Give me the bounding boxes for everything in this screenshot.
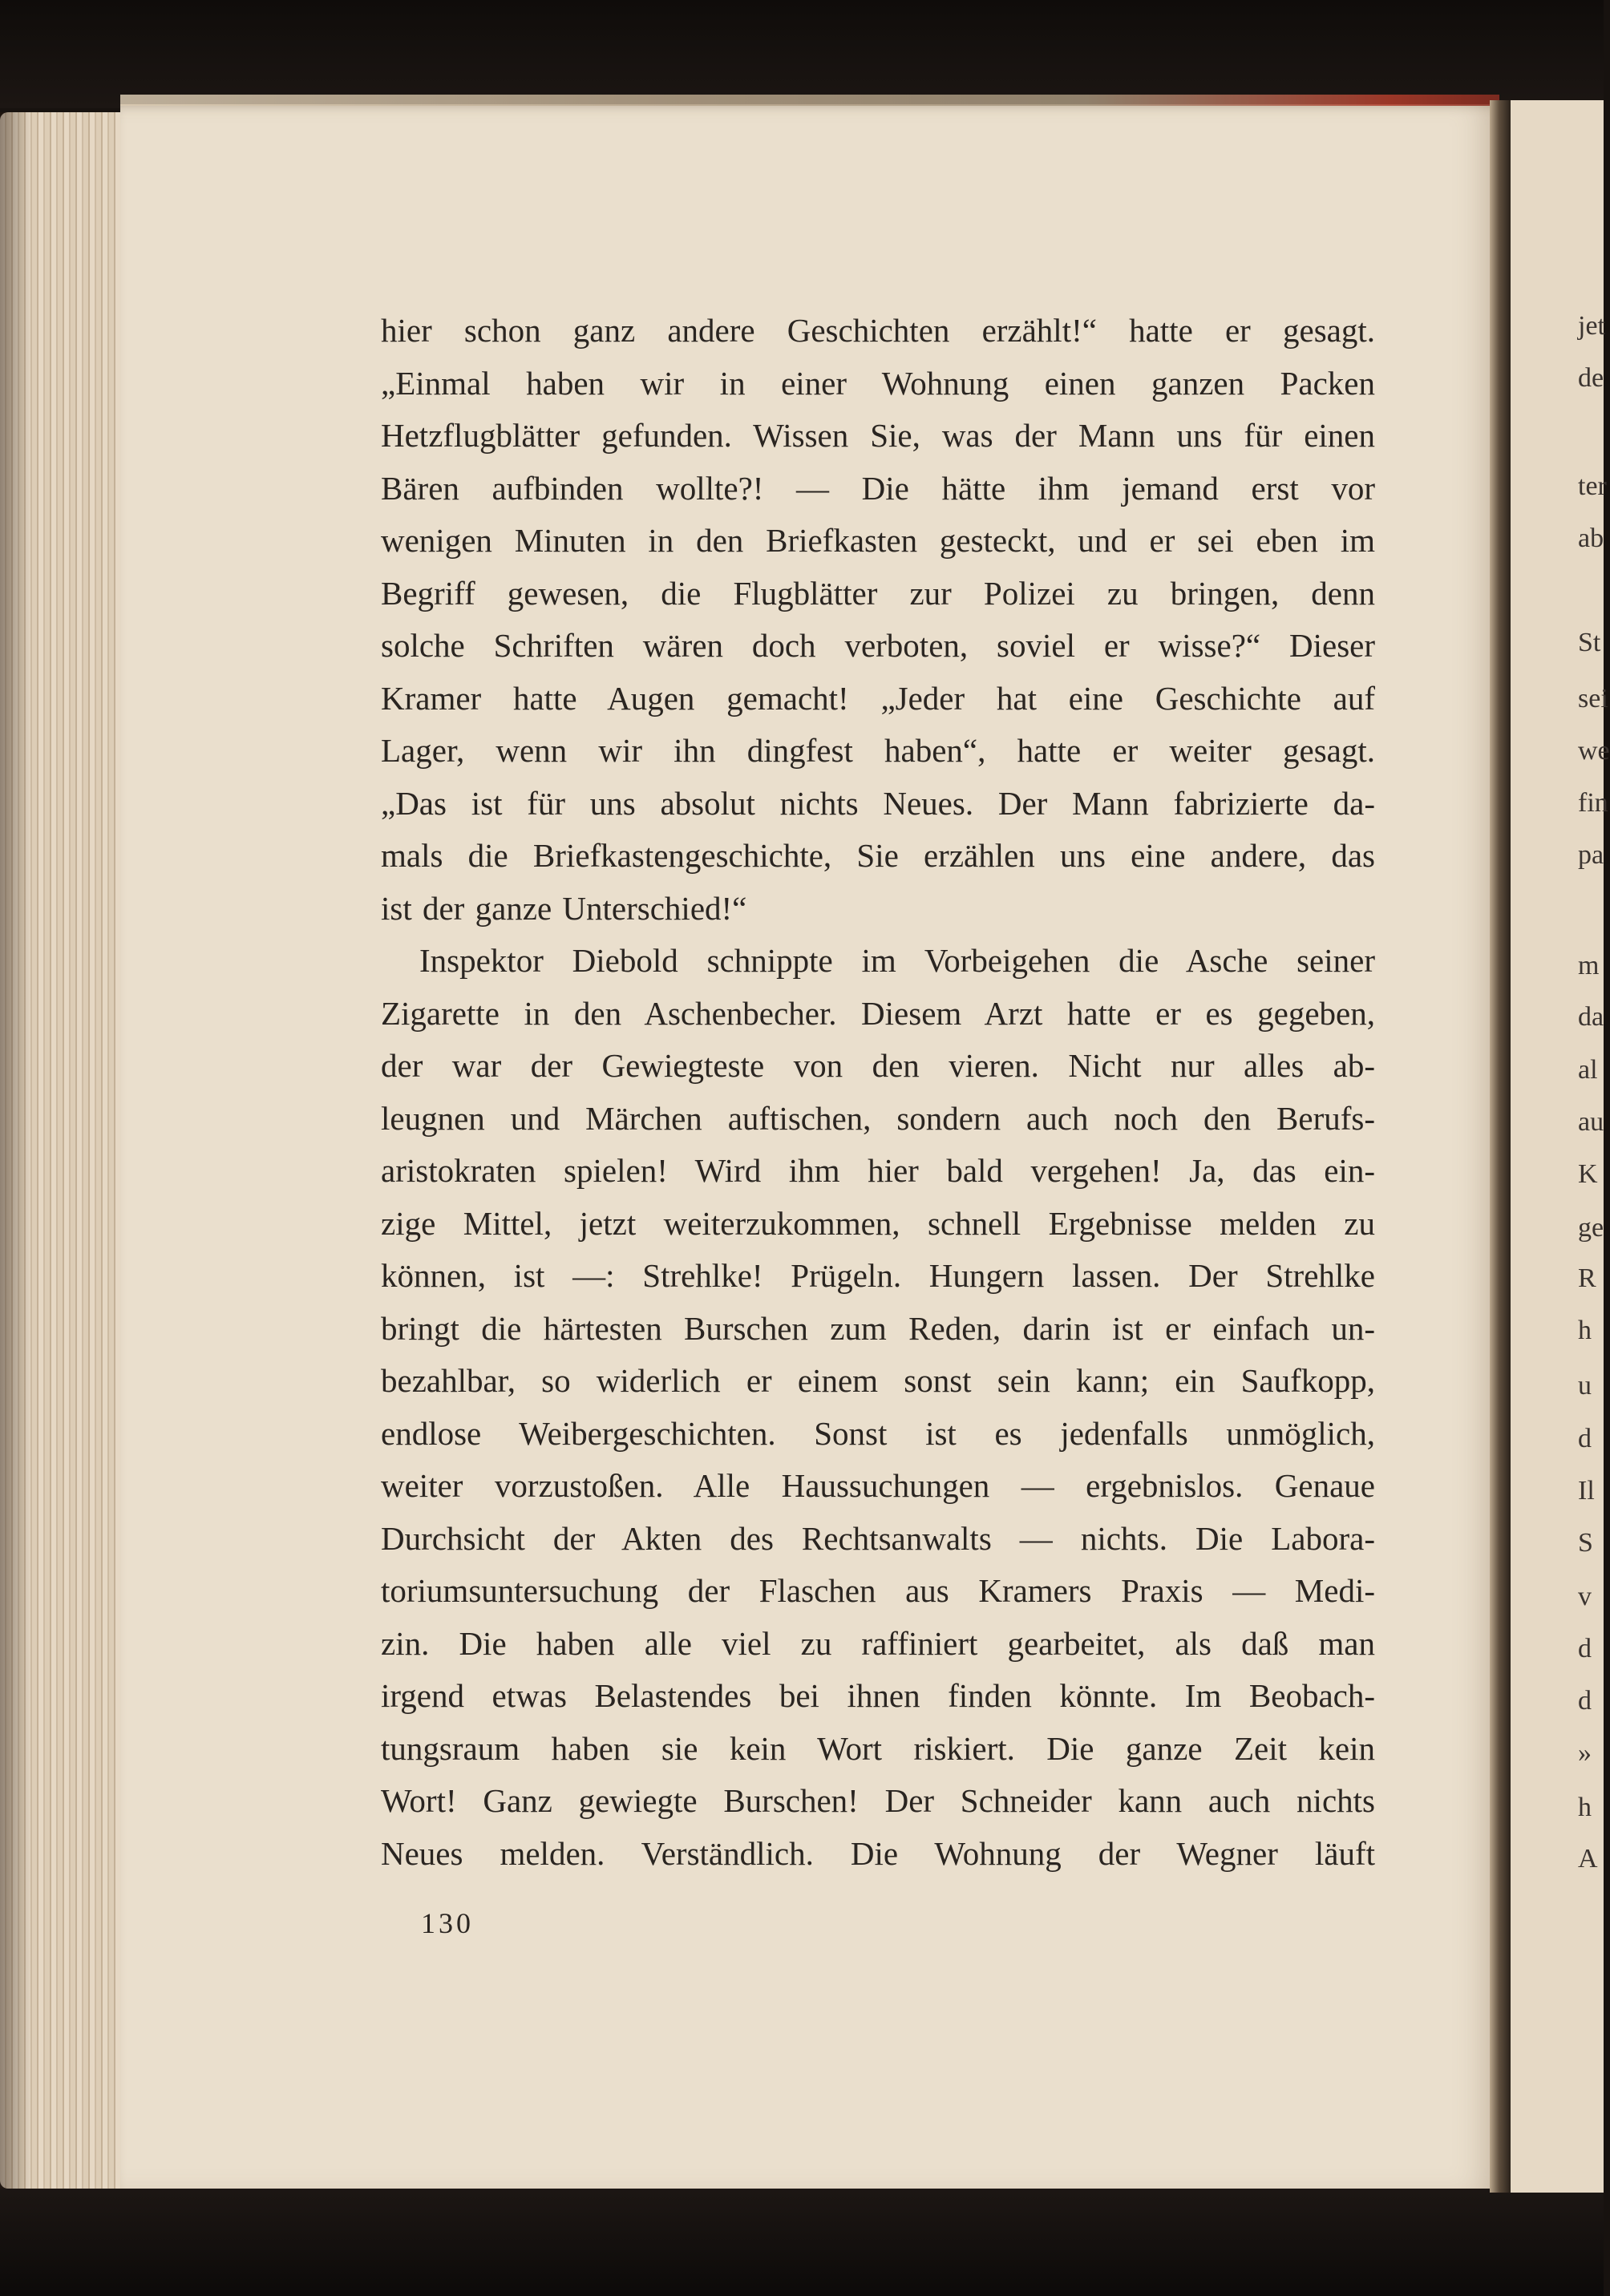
next-page-fragment: h (1578, 1793, 1592, 1822)
next-page-fragment: au (1578, 1107, 1604, 1137)
next-page-fragment: d (1578, 1634, 1592, 1663)
text-line: hier schon ganz andere Geschichten erzählt!“ hatte er gesagt. (381, 312, 1375, 349)
next-page-fragment: S (1578, 1528, 1593, 1558)
text-line: Inspektor Diebold schnippte im Vorbeigehen die Asche seiner (419, 942, 1375, 979)
text-line: Neues melden. Verständlich. Die Wohnung der Wegner läuft (381, 1834, 1375, 1872)
next-page-fragment: h (1578, 1316, 1592, 1345)
backdrop-bottom (0, 2185, 1604, 2296)
page-top-edge (120, 95, 1499, 106)
next-page-fragment: m (1578, 951, 1600, 980)
next-page-fragment: we (1578, 736, 1610, 766)
text-line: weiter vorzustoßen. Alle Haussuchungen — ergebnislos. Genaue (381, 1467, 1375, 1504)
next-page-fragment: A (1578, 1844, 1598, 1874)
text-line: Hetzflugblätter gefunden. Wissen Sie, was der Mann uns für einen (381, 417, 1375, 454)
next-page-fragment: St (1578, 628, 1601, 657)
text-line: bringt die härtesten Burschen zum Reden, darin ist er einfach un- (381, 1309, 1375, 1347)
text-line: leugnen und Märchen auftischen, sondern auch noch den Berufs- (381, 1099, 1375, 1137)
next-page-fragment: sei (1578, 684, 1608, 713)
next-page-fragment: ab (1578, 523, 1604, 553)
next-page (1511, 100, 1604, 2193)
text-line: bezahlbar, so widerlich er einem sonst sein kann; ein Saufkopp, (381, 1362, 1375, 1399)
next-page-fragment: K (1578, 1159, 1598, 1189)
text-line: Bären aufbinden wollte?! — Die hätte ihm jemand erst vor (381, 469, 1375, 507)
text-line: ist der ganze Unterschied!“ (381, 889, 747, 927)
next-page-fragment: ter (1578, 471, 1607, 501)
page-number: 130 (421, 1907, 474, 1939)
text-line: zin. Die haben alle viel zu raffiniert gearbeitet, als daß man (381, 1624, 1375, 1662)
text-line: Begriff gewesen, die Flugblätter zur Polizei zu bringen, denn (381, 574, 1375, 612)
text-line: Wort! Ganz gewiegte Burschen! Der Schneider kann auch nichts (381, 1782, 1375, 1819)
next-page-fragment: R (1578, 1263, 1596, 1293)
text-line: endlose Weibergeschichten. Sonst ist es jedenfalls unmöglich, (381, 1414, 1375, 1452)
text-line: toriumsuntersuchung der Flaschen aus Kramers Praxis — Medi- (381, 1572, 1375, 1609)
text-line: können, ist —: Strehlke! Prügeln. Hungern lassen. Der Strehlke (381, 1257, 1375, 1294)
text-line: irgend etwas Belastendes bei ihnen finden könnte. Im Beobach- (381, 1677, 1375, 1714)
next-page-fragment: ge (1578, 1213, 1604, 1243)
next-page-fragment: Il (1578, 1476, 1595, 1506)
next-page-fragment: fin (1578, 788, 1608, 818)
text-line: der war der Gewiegteste von den vieren. Nicht nur alles ab- (381, 1047, 1375, 1084)
next-page-fragment: al (1578, 1055, 1598, 1085)
text-line: Kramer hatte Augen gemacht! „Jeder hat eine Geschichte auf (381, 679, 1375, 717)
text-line: Durchsicht der Akten des Rechtsanwalts — nichts. Die Labora- (381, 1519, 1375, 1557)
next-page-fragment: d (1578, 1424, 1592, 1453)
page-edges-shadow (0, 112, 32, 2189)
book-gutter (1490, 100, 1511, 2193)
text-line: solche Schriften wären doch verboten, soviel er wisse?“ Dieser (381, 627, 1375, 664)
next-page-fragment: u (1578, 1371, 1592, 1401)
text-line: tungsraum haben sie kein Wort riskiert. Die ganze Zeit kein (381, 1729, 1375, 1767)
backdrop-top (0, 0, 1604, 108)
text-line: Lager, wenn wir ihn dingfest haben“, hatte er weiter gesagt. (381, 732, 1375, 769)
next-page-fragment: » (1578, 1738, 1592, 1768)
text-line: mals die Briefkastengeschichte, Sie erzählen uns eine andere, das (381, 837, 1375, 874)
next-page-fragment: v (1578, 1582, 1592, 1611)
text-line: „Einmal haben wir in einer Wohnung einen ganzen Packen (381, 364, 1375, 402)
text-line: Zigarette in den Aschenbecher. Diesem Arzt hatte er es gegeben, (381, 994, 1375, 1032)
next-page-fragment: de (1578, 363, 1604, 393)
next-page-fragment: pa (1578, 840, 1604, 870)
body-text (381, 305, 1375, 1880)
next-page-fragment: jet (1578, 311, 1605, 341)
next-page-fragment: d (1578, 1686, 1592, 1716)
text-line: wenigen Minuten in den Briefkasten gesteckt, und er sei eben im (381, 522, 1375, 559)
text-line: zige Mittel, jetzt weiterzukommen, schnell Ergebnisse melden zu (381, 1204, 1375, 1242)
text-line: aristokraten spielen! Wird ihm hier bald vergehen! Ja, das ein- (381, 1152, 1375, 1189)
text-line: „Das ist für uns absolut nichts Neues. Der Mann fabrizierte da- (381, 784, 1375, 822)
next-page-fragment: da (1578, 1002, 1604, 1032)
